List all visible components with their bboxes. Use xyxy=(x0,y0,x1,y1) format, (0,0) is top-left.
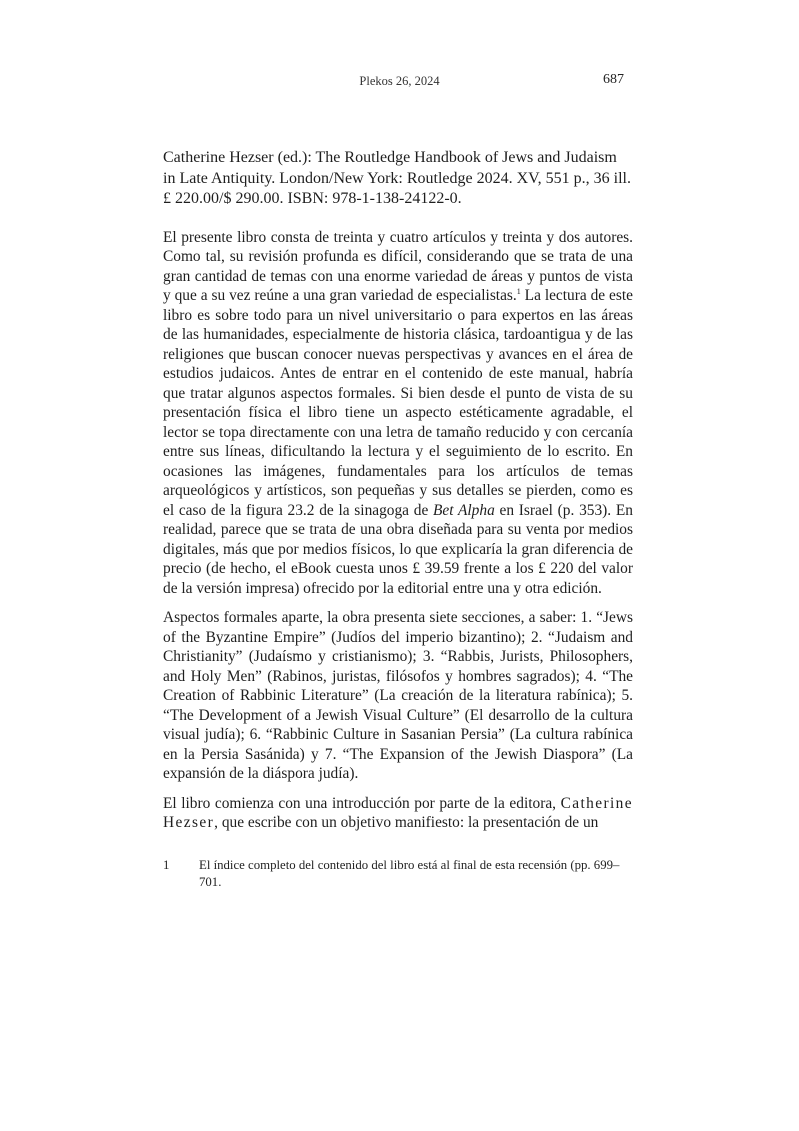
page-number: 687 xyxy=(603,72,624,87)
author-name: Catherine Hezser xyxy=(163,794,633,831)
book-citation: Catherine Hezser (ed.): The Routledge Handbook of Jews and Judaism in Late Antiquity. London/New York: Routledge 2024. XV, 551 p., 36 ill. £ 220.00/$ 290.00. ISBN: 978-1-138-24122-0. xyxy=(163,149,631,207)
main-content xyxy=(163,148,633,843)
paragraph-3-text-a: El libro comienza con una introducción por parte de la editora, xyxy=(163,794,561,812)
footnote-reference: 1 xyxy=(516,286,521,296)
paragraph-3-text-b: , que escribe con un objetivo manifiesto: la presentación de un xyxy=(214,814,599,831)
running-head: Plekos 26, 2024 xyxy=(359,74,440,88)
paragraph-1-text-b: La lectura de este libro es sobre todo para un nivel universitario o para expertos en las áreas de las humanidades, especialmente de historia clásica, tardoantigua y de las religiones que buscan conocer nuevas perspectivas y avances en el área de estudios judaicos. Antes de entrar en el contenido de este manual, habría que tratar algunos aspectos formales. Si bien desde el punto de vista de su presentación física el libro tiene un aspecto estéticamente agradable, el lector se topa directamente con una letra de tamaño reducido y con cercanía entre sus líneas, dificultando la lectura y el seguimiento de lo escrito. En ocasiones las imágenes, fundamentales para los artículos de temas arqueológicos y artísticos, son pequeñas y sus detalles se pierden, como es el caso de la figura 23.2 de la sinagoga de xyxy=(163,287,633,519)
paragraph-1-text-c: en Israel (p. 353). En realidad, parece que se trata de una obra diseñada para su venta por medios digitales, más que por medios físicos, lo que explicaría la gran diferencia de precio (de hecho, el eBook cuesta unos £ 39.59 frente a los £ 220 del valor de la versión impresa) ofrecido por la editorial entre una y otra edición. xyxy=(163,501,633,597)
paragraph-2: Aspectos formales aparte, la obra presenta siete secciones, a saber: 1. “Jews of the Byzantine Empire” (Judíos del imperio bizantino); 2. “Judaism and Christianity” (Judaísmo y cristianismo); 3. “Rabbis, Jurists, Philosophers, and Holy Men” (Rabinos, juristas, filósofos y hombres sagrados); 4. “The Creation of Rabbinic Literature” (La creación de la literatura rabínica); 5. “The Development of a Jewish Visual Culture” (El desarrollo de la cultura visual judía); 6. “Rabbinic Culture in Sasanian Persia” (La cultura rabínica en la Persia Sasánida) y 7. “The Expansion of the Jewish Diaspora” (La expansión de la diáspora judía). xyxy=(163,609,633,782)
paragraph-1-text-a: El presente libro consta de treinta y cuatro artículos y treinta y dos autores. Como tal, su revisión profunda es difícil, considerando que se trata de una gran cantidad de temas con una enorme variedad de áreas y puntos de vista y que a su vez reúne a una gran variedad de especialistas. xyxy=(163,228,633,304)
italic-term: Bet Alpha xyxy=(433,501,495,519)
paragraph-1 xyxy=(163,228,633,599)
paragraph-3 xyxy=(163,794,633,833)
footnote xyxy=(163,857,633,891)
footnote-number: 1 xyxy=(163,858,170,872)
footnote-text: El índice completo del contenido del libro está al final de esta recensión (pp. 699–701. xyxy=(199,858,620,889)
